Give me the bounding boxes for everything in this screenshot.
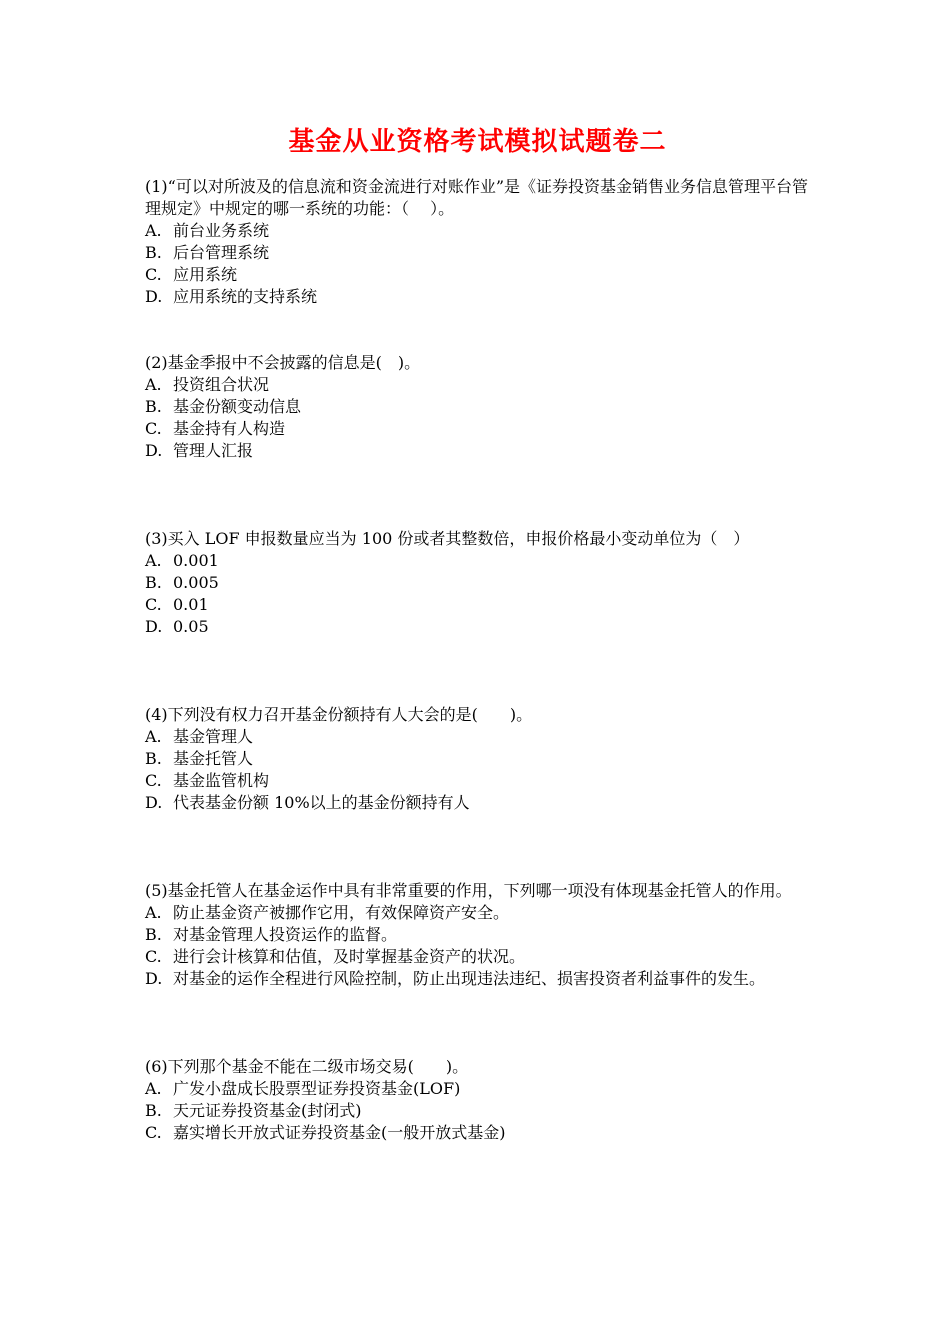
option-letter: B. [145, 243, 162, 262]
option-a [145, 374, 810, 396]
option-letter: D. [145, 617, 163, 636]
option-text: 管理人汇报 [173, 441, 254, 460]
option-text: 0.01 [173, 595, 209, 614]
option-text: 嘉实增长开放式证券投资基金(一般开放式基金) [173, 1123, 506, 1142]
option-letter: B. [145, 573, 162, 592]
option-b [145, 1100, 810, 1122]
question-stem: (3)买入 LOF 申报数量应当为 100 份或者其整数倍，申报价格最小变动单位为（ ） [145, 529, 750, 548]
option-d [145, 968, 810, 990]
option-letter: C. [145, 419, 162, 438]
question-6 [145, 1056, 810, 1144]
option-letter: C. [145, 595, 162, 614]
option-letter: D. [145, 441, 163, 460]
option-letter: B. [145, 749, 162, 768]
option-letter: C. [145, 1123, 162, 1142]
option-c [145, 418, 810, 440]
option-text: 基金托管人 [173, 749, 254, 768]
option-b [145, 924, 810, 946]
option-text: 基金管理人 [173, 727, 254, 746]
option-letter: A. [145, 727, 162, 746]
question-4 [145, 704, 810, 814]
option-c [145, 770, 810, 792]
option-d [145, 616, 810, 638]
option-letter: B. [145, 1101, 162, 1120]
question-stem: (2)基金季报中不会披露的信息是( )。 [145, 353, 421, 372]
option-letter: D. [145, 969, 163, 988]
option-a [145, 550, 810, 572]
option-letter: A. [145, 375, 162, 394]
option-letter: C. [145, 947, 162, 966]
question-stem: (1)“可以对所波及的信息流和资金流进行对账作业”是《证券投资基金销售业务信息管理平台管理规定》中规定的哪一系统的功能：（ ）。 [145, 177, 809, 218]
option-text: 0.05 [173, 617, 209, 636]
question-3 [145, 528, 810, 638]
option-letter: B. [145, 925, 162, 944]
option-letter: A. [145, 221, 162, 240]
option-letter: D. [145, 287, 163, 306]
option-text: 0.001 [173, 551, 219, 570]
option-a [145, 726, 810, 748]
option-letter: B. [145, 397, 162, 416]
option-text: 对基金管理人投资运作的监督。 [173, 925, 398, 944]
question-stem: (4)下列没有权力召开基金份额持有人大会的是( )。 [145, 705, 533, 724]
option-text: 0.005 [173, 573, 219, 592]
option-a [145, 902, 810, 924]
option-c [145, 946, 810, 968]
option-text: 基金监管机构 [173, 771, 270, 790]
option-text: 应用系统的支持系统 [173, 287, 318, 306]
option-a [145, 1078, 810, 1100]
option-text: 进行会计核算和估值，及时掌握基金资产的状况。 [173, 947, 526, 966]
option-c [145, 264, 810, 286]
option-d [145, 792, 810, 814]
option-text: 前台业务系统 [173, 221, 270, 240]
option-a [145, 220, 810, 242]
option-c [145, 594, 810, 616]
option-letter: D. [145, 793, 163, 812]
option-b [145, 748, 810, 770]
option-letter: A. [145, 903, 162, 922]
option-text: 投资组合状况 [173, 375, 270, 394]
option-text: 基金份额变动信息 [173, 397, 302, 416]
option-letter: A. [145, 1079, 162, 1098]
question-stem: (5)基金托管人在基金运作中具有非常重要的作用，下列哪一项没有体现基金托管人的作用。 [145, 881, 792, 900]
option-b [145, 572, 810, 594]
option-text: 应用系统 [173, 265, 238, 284]
question-2 [145, 352, 810, 462]
question-5 [145, 880, 810, 990]
page-title: 基金从业资格考试模拟试题卷二 [288, 127, 667, 157]
option-letter: C. [145, 265, 162, 284]
option-text: 防止基金资产被挪作它用，有效保障资产安全。 [173, 903, 510, 922]
option-d [145, 440, 810, 462]
option-c [145, 1122, 810, 1144]
option-text: 天元证券投资基金(封闭式) [173, 1101, 362, 1120]
option-b [145, 242, 810, 264]
option-letter: A. [145, 551, 162, 570]
option-letter: C. [145, 771, 162, 790]
option-text: 基金持有人构造 [173, 419, 286, 438]
question-stem: (6)下列那个基金不能在二级市场交易( )。 [145, 1057, 469, 1076]
question-1 [145, 176, 810, 308]
option-text: 对基金的运作全程进行风险控制，防止出现违法违纪、损害投资者利益事件的发生。 [173, 969, 766, 988]
option-text: 广发小盘成长股票型证券投资基金(LOF) [173, 1079, 461, 1098]
option-text: 后台管理系统 [173, 243, 270, 262]
document-page [145, 122, 810, 1144]
option-d [145, 286, 810, 308]
option-b [145, 396, 810, 418]
option-text: 代表基金份额 10%以上的基金份额持有人 [173, 793, 470, 812]
